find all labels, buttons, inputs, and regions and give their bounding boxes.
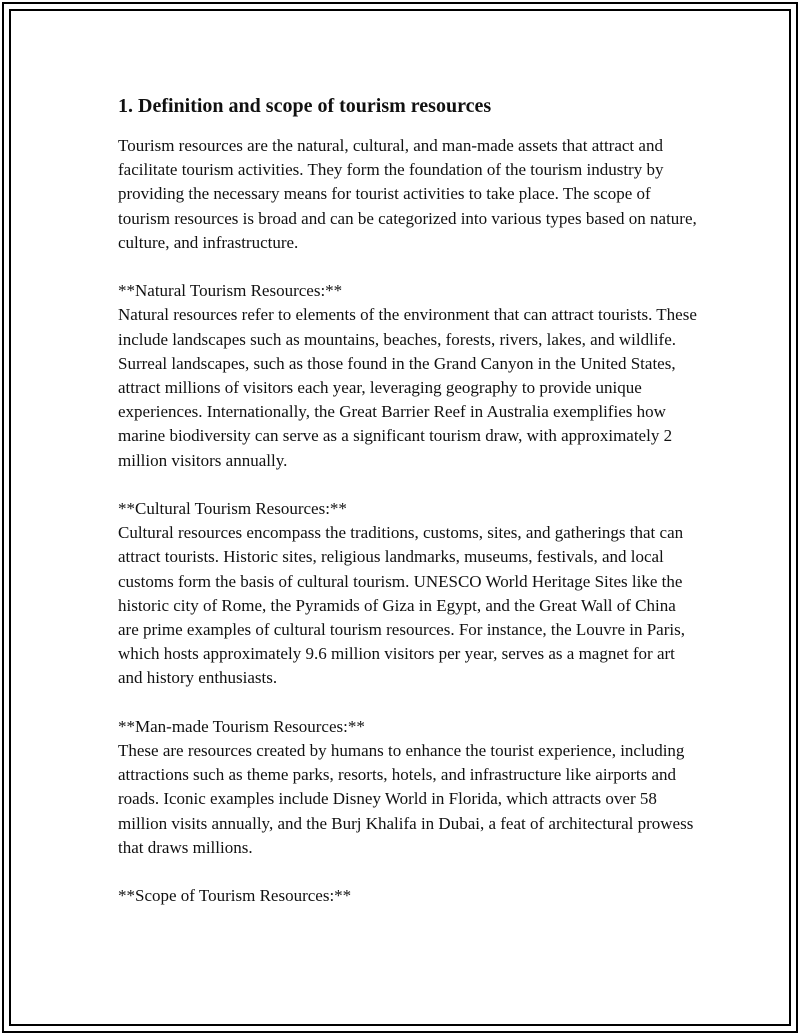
- natural-resources-title: **Natural Tourism Resources:**: [118, 281, 343, 301]
- document-body: [118, 92, 698, 908]
- natural-resources-paragraph: Natural resources refer to elements of the environment that can attract tourists. These include landscapes such as mountains, beaches, forests, rivers, lakes, and wildlife. Surreal landscapes, such as those found in the Grand Canyon in the United States, attract millions of visitors each year, leveraging geography to provide unique experiences. Internationally, the Great Barrier Reef in Australia exemplifies how marine biodiversity can serve as a significant tourism draw, with approximately 2 million visitors annually.: [118, 305, 697, 470]
- man-made-resources-paragraph: These are resources created by humans to enhance the tourist experience, including attractions such as theme parks, resorts, hotels, and infrastructure like airports and roads. Iconic examples include Disney World in Florida, which attracts over 58 million visits annually, and the Burj Khalifa in Dubai, a feat of architectural prowess that draws millions.: [118, 741, 694, 857]
- man-made-resources-title: **Man-made Tourism Resources:**: [118, 716, 365, 736]
- scope-resources-title: **Scope of Tourism Resources:**: [118, 886, 352, 906]
- intro-paragraph: Tourism resources are the natural, cultural, and man-made assets that attract and facilitate tourism activities. They form the foundation of the tourism industry by providing the necessary means for tourist activities to take place. The scope of tourism resources is broad and can be categorized into various types based on nature, culture, and infrastructure.: [118, 136, 697, 252]
- cultural-resources-paragraph: Cultural resources encompass the traditions, customs, sites, and gatherings that can attract tourists. Historic sites, religious landmarks, museums, festivals, and local customs form the basis of cultural tourism. UNESCO World Heritage Sites like the historic city of Rome, the Pyramids of Giza in Egypt, and the Great Wall of China are prime examples of cultural tourism resources. For instance, the Louvre in Paris, which hosts approximately 9.6 million visitors per year, serves as a magnet for art and history enthusiasts.: [118, 523, 685, 688]
- cultural-resources-title: **Cultural Tourism Resources:**: [118, 499, 347, 519]
- paragraph-gap: [118, 860, 698, 884]
- paragraph-gap: [118, 255, 698, 279]
- section-heading: 1. Definition and scope of tourism resources: [118, 95, 492, 117]
- paragraph-gap: [118, 691, 698, 715]
- paragraph-gap: [118, 473, 698, 497]
